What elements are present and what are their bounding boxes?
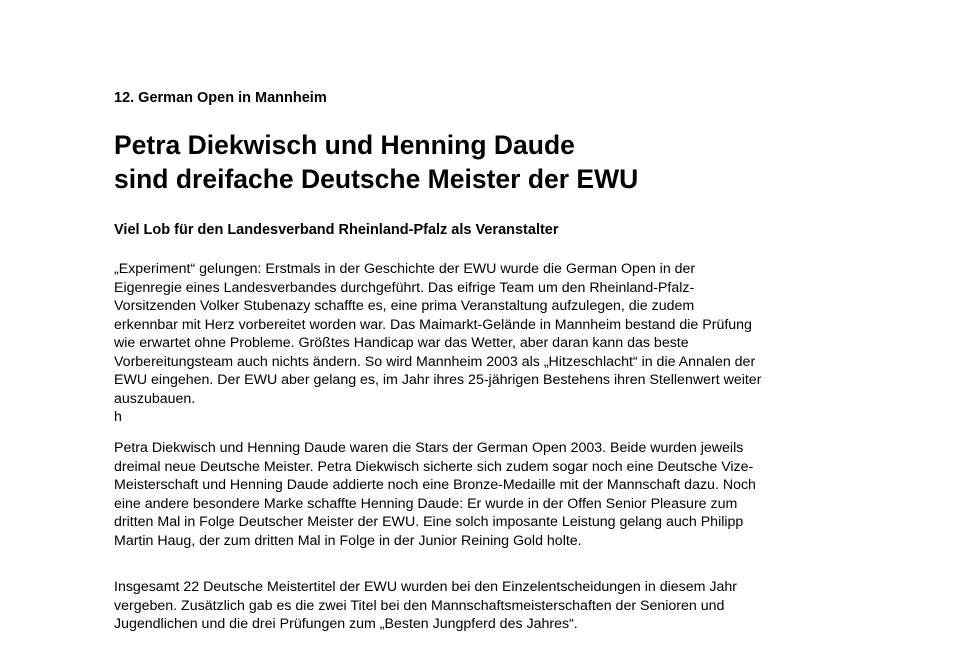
headline-line: Petra Diekwisch und Henning Daude (114, 130, 575, 160)
body-paragraph-2 (114, 439, 844, 550)
paragraph-line: Eigenregie eines Landesverbandes durchgeführt. Das eifrige Team um den Rheinland-Pfalz- (114, 279, 695, 296)
paragraph-line: dreimal neue Deutsche Meister. Petra Diekwisch sicherte sich zudem sogar noch eine Deutsche Vize- (114, 458, 754, 475)
paragraph-line: vergeben. Zusätzlich gab es die zwei Titel bei den Mannschaftsmeisterschaften der Senioren und (114, 597, 725, 614)
article-headline (114, 128, 638, 196)
paragraph-line: Insgesamt 22 Deutsche Meistertitel der EWU wurden bei den Einzelentscheidungen in diesem Jahr (114, 579, 738, 595)
article-subheadline: Viel Lob für den Landesverband Rheinland-Pfalz als Veranstalter (114, 222, 559, 238)
paragraph-line: erkennbar mit Herz vorbereitet worden war. Das Maimarkt-Gelände in Mannheim bestand die Prüfung (114, 316, 752, 333)
paragraph-line: auszubauen. (114, 390, 196, 407)
paragraph-line: h (114, 409, 122, 425)
paragraph-line: EWU eingehen. Der EWU aber gelang es, im Jahr ihres 25-jährigen Bestehens ihren Stellenwert weiter (114, 372, 762, 388)
paragraph-line: Meisterschaft und Henning Daude addierte noch eine Bronze-Medaille mit der Mannschaft dazu. Noch (114, 477, 756, 493)
paragraph-line: „Experiment“ gelungen: Erstmals in der Geschichte der EWU wurde die German Open in der (114, 261, 696, 277)
headline-line: sind dreifache Deutsche Meister der EWU (114, 164, 639, 194)
paragraph-line: wie erwartet ohne Probleme. Größtes Handicap war das Wetter, aber daran kann das beste (114, 335, 689, 351)
paragraph-line: dritten Mal in Folge Deutscher Meister der EWU. Eine solch imposante Leistung gelang auch Philipp (114, 514, 744, 530)
article-kicker: 12. German Open in Mannheim (114, 90, 327, 106)
body-paragraph-3 (114, 578, 844, 634)
paragraph-line: Vorbereitungsteam auch nichts ändern. So wird Mannheim 2003 als „Hitzeschlacht“ in die Annalen der (114, 353, 756, 370)
paragraph-line: Vorsitzenden Volker Stubenazy schaffte es, eine prima Veranstaltung aufzulegen, die zudem (114, 298, 695, 314)
body-paragraph-1 (114, 260, 844, 427)
paragraph-line: Petra Diekwisch und Henning Daude waren die Stars der German Open 2003. Beide wurden jeweils (114, 440, 744, 456)
paragraph-line: eine andere besondere Marke schaffte Henning Daude: Er wurde in der Offen Senior Pleasure zum (114, 495, 738, 512)
paragraph-line: Jugendlichen und die drei Prüfungen zum „Besten Jungpferd des Jahres“. (114, 616, 578, 632)
paragraph-line: Martin Haug, der zum dritten Mal in Folge in der Junior Reining Gold holte. (114, 532, 582, 549)
